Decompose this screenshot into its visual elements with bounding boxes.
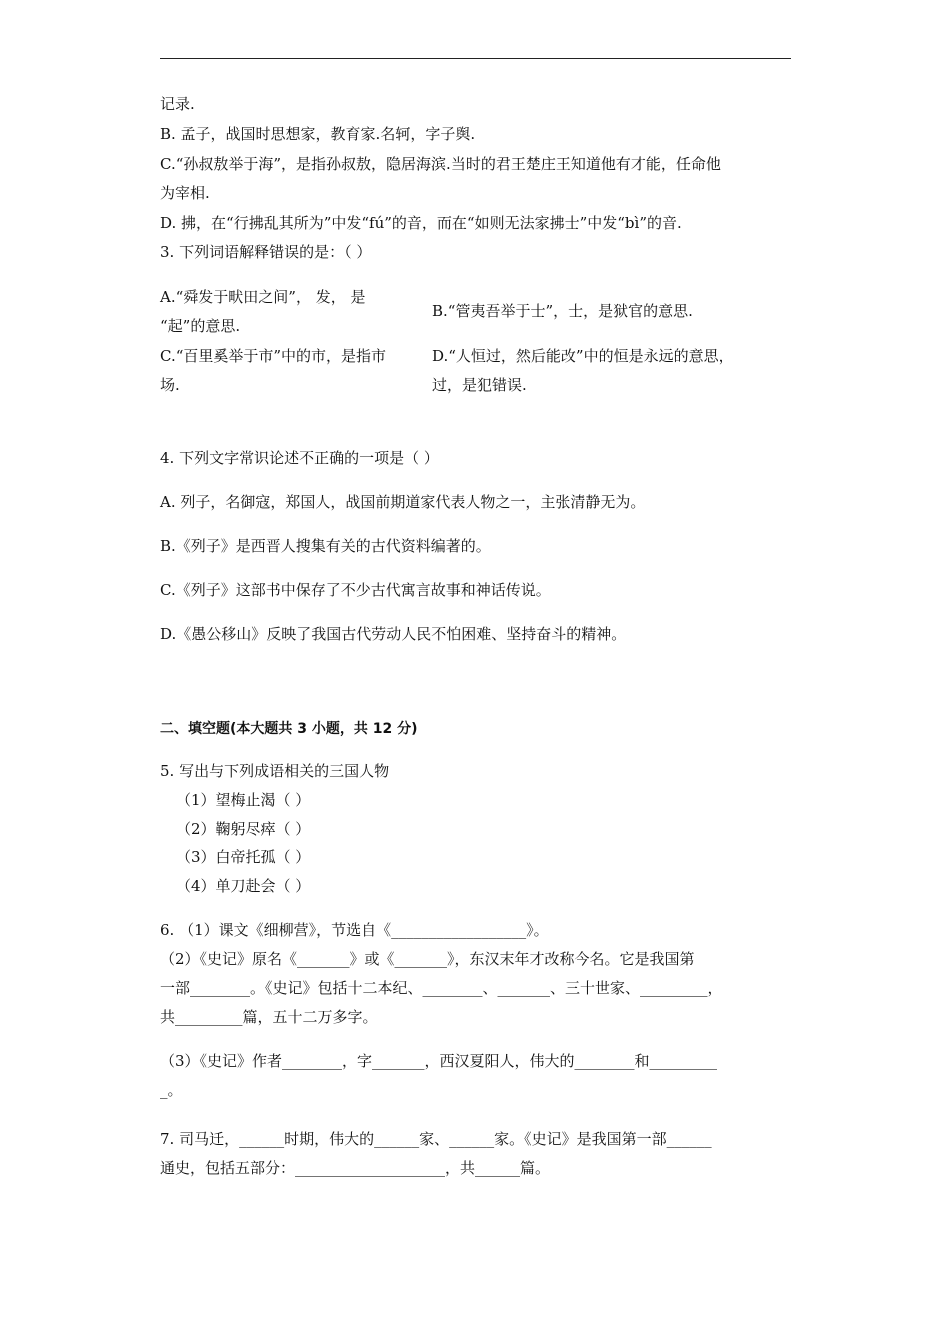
q2-option-c-line1: C.“孙叔敖举于海”，是指孙叔敖，隐居海滨.当时的君王楚庄王知道他有才能，任命他 bbox=[160, 155, 721, 173]
q4-option-c: C.《列子》这部书中保存了不少古代寓言故事和神话传说。 bbox=[160, 581, 551, 599]
q7-line1: 7. 司马迁，______时期，伟大的______家、______家。《史记》是我国第一部______ bbox=[160, 1130, 712, 1148]
q3-option-d-line2: 过，是犯错误. bbox=[432, 376, 527, 394]
q3-option-b: B.“管夷吾举于士”，士，是狱官的意思. bbox=[432, 302, 693, 320]
q6-line1: 6. （1）课文《细柳营》，节选自《__________________》。 bbox=[160, 921, 549, 939]
q3-option-c-line1: C.“百里奚举于市”中的市，是指市 bbox=[160, 347, 387, 365]
q5-stem: 5. 写出与下列成语相关的三国人物 bbox=[160, 762, 390, 780]
q6-line6: _。 bbox=[160, 1081, 183, 1099]
q6-line3: 一部________。《史记》包括十二本纪、________、_______、三十世家、_________， bbox=[160, 979, 723, 997]
q6-line5: （3）《史记》作者________，字_______，西汉夏阳人，伟大的________和_________ bbox=[160, 1052, 718, 1070]
q4-option-d: D.《愚公移山》反映了我国古代劳动人民不怕困难、坚持奋斗的精神。 bbox=[160, 625, 627, 643]
q3-option-d-line1: D.“人恒过，然后能改”中的恒是永远的意思， bbox=[432, 347, 734, 365]
q2-option-d: D. 拂，在“行拂乱其所为”中发“fú”的音，而在“如则无法家拂士”中发“bì”的音. bbox=[160, 214, 682, 232]
section-2-title: 二、填空题(本大题共 3 小题，共 12 分) bbox=[160, 721, 418, 737]
q3-option-a-line1: A.“舜发于畎田之间”， 发， 是 bbox=[160, 288, 366, 306]
q2-option-a-tail: 记录. bbox=[160, 95, 195, 113]
q2-option-b: B. 孟子，战国时思想家，教育家.名轲，字子舆. bbox=[160, 125, 476, 143]
q3-option-c-line2: 场. bbox=[160, 376, 180, 394]
q6-line4: 共_________篇，五十二万多字。 bbox=[160, 1008, 378, 1026]
q4-stem: 4. 下列文字常识论述不正确的一项是（ ） bbox=[160, 449, 439, 467]
q5-item-2: （2）鞠躬尽瘁（ ） bbox=[176, 820, 311, 838]
q7-line2: 通史，包括五部分：____________________，共______篇。 bbox=[160, 1159, 551, 1177]
q5-item-4: （4）单刀赴会（ ） bbox=[176, 877, 311, 895]
q3-option-a-line2: “起”的意思. bbox=[160, 317, 241, 335]
header-rule bbox=[160, 58, 791, 59]
q4-option-b: B.《列子》是西晋人搜集有关的古代资料编著的。 bbox=[160, 537, 491, 555]
q5-item-3: （3）白帝托孤（ ） bbox=[176, 848, 311, 866]
q4-option-a: A. 列子，名御寇，郑国人，战国前期道家代表人物之一，主张清静无为。 bbox=[160, 493, 646, 511]
q5-item-1: （1）望梅止渴（ ） bbox=[176, 791, 311, 809]
q6-line2: （2）《史记》原名《_______》或《_______》，东汉末年才改称今名。它是我国第 bbox=[160, 950, 695, 968]
q3-stem: 3. 下列词语解释错误的是：（ ） bbox=[160, 243, 372, 261]
q2-option-c-line2: 为宰相. bbox=[160, 184, 210, 202]
